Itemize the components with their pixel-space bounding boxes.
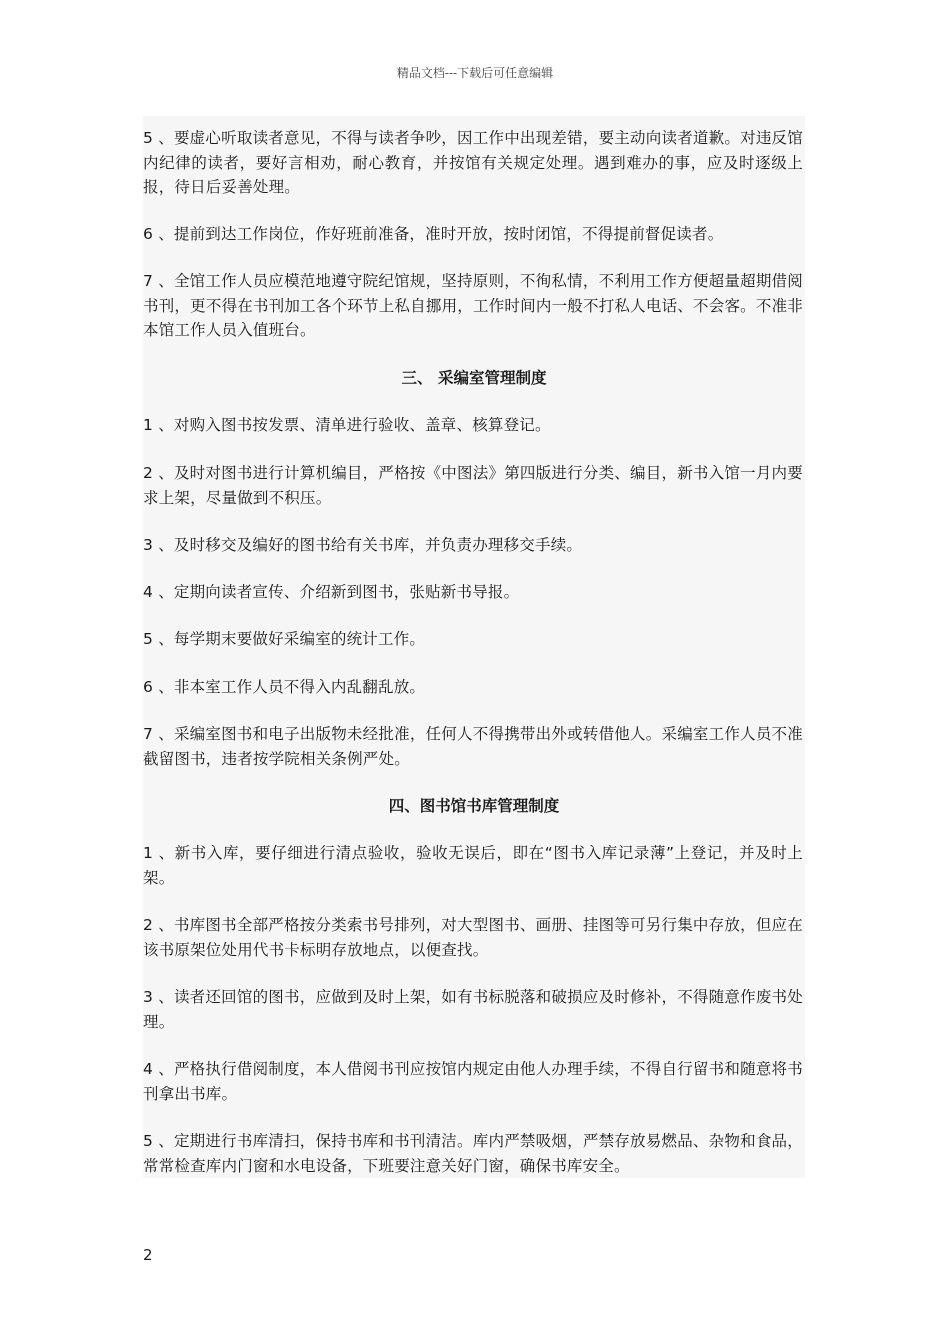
acquisition-item-2: 2 、及时对图书进行计算机编目，严格按《中图法》第四版进行分类、编目，新书入馆一月内要求上架，尽量做到不积压。 [143, 464, 803, 507]
section-heading-stacks: 四、图书馆书库管理制度 [388, 797, 560, 815]
stacks-item-1: 1 、新书入库，要仔细进行清点验收，验收无误后，即在“图书入库记录薄”上登记，并及时上架。 [143, 844, 803, 887]
page-header: 精品文档---下载后可任意编辑 [396, 66, 554, 80]
acquisition-item-5: 5 、每学期末要做好采编室的统计工作。 [143, 630, 426, 648]
section-heading-acquisition: 三、 采编室管理制度 [401, 369, 547, 387]
document-body [143, 116, 805, 1178]
stacks-item-2: 2 、书库图书全部严格按分类索书号排列，对大型图书、画册、挂图等可另行集中存放，但应在该书原架位处用代书卡标明存放地点，以便查找。 [143, 916, 803, 959]
paragraph-7-staff-discipline: 7 、全馆工作人员应模范地遵守院纪馆规，坚持原则，不徇私情，不利用工作方便超量超期借阅书刊，更不得在书刊加工各个环节上私自挪用，工作时间内一般不打私人电话、不会客。不准非本馆工作人员入值班台。 [143, 272, 803, 339]
acquisition-item-4: 4 、定期向读者宣传、介绍新到图书，张贴新书导报。 [143, 583, 520, 601]
acquisition-item-1: 1 、对购入图书按发票、清单进行验收、盖章、核算登记。 [143, 416, 551, 434]
stacks-item-4: 4 、严格执行借阅制度，本人借阅书刊应按馆内规定由他人办理手续，不得自行留书和随意将书刊拿出书库。 [143, 1060, 803, 1103]
paragraph-5-reader-opinions: 5 、要虚心听取读者意见，不得与读者争吵，因工作中出现差错，要主动向读者道歉。对违反馆内纪律的读者，要好言相劝，耐心教育，并按馆有关规定处理。遇到难办的事，应及时逐级上报，待日后妥善处理。 [143, 129, 803, 196]
acquisition-item-3: 3 、及时移交及编好的图书给有关书库，并负责办理移交手续。 [143, 536, 583, 554]
stacks-item-3: 3 、读者还回馆的图书，应做到及时上架，如有书标脱落和破损应及时修补，不得随意作废书处理。 [143, 988, 803, 1031]
stacks-item-5: 5 、定期进行书库清扫，保持书库和书刊清洁。库内严禁吸烟，严禁存放易燃品、杂物和食品，常常检查库内门窗和水电设备，下班要注意关好门窗，确保书库安全。 [143, 1132, 803, 1175]
paragraph-6-punctuality: 6 、提前到达工作岗位，作好班前准备，准时开放，按时闭馆，不得提前督促读者。 [143, 225, 724, 243]
acquisition-item-6: 6 、非本室工作人员不得入内乱翻乱放。 [143, 678, 426, 696]
page-number: 2 [143, 1246, 153, 1264]
acquisition-item-7: 7 、采编室图书和电子出版物未经批准，任何人不得携带出外或转借他人。采编室工作人员不准截留图书，违者按学院相关条例严处。 [143, 725, 803, 768]
